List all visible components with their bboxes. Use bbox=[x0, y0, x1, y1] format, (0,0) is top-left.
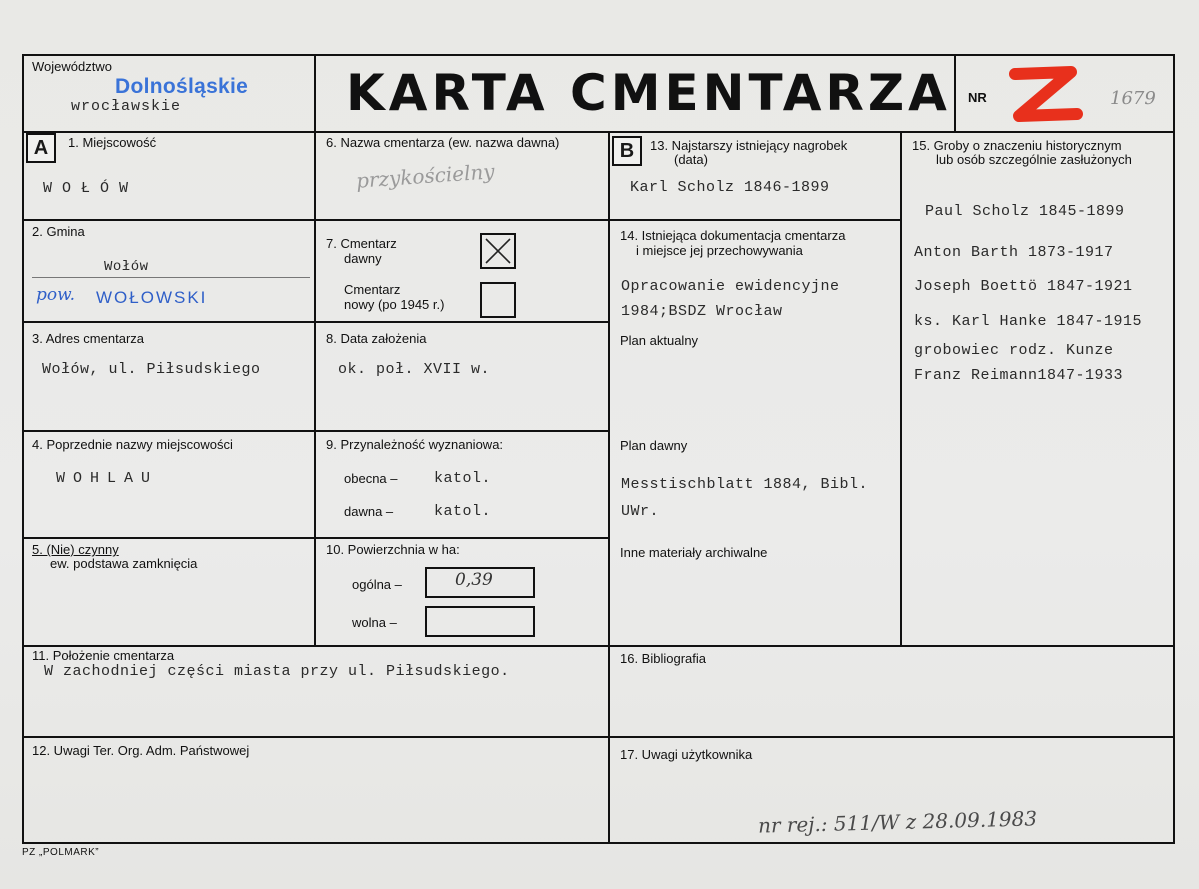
field5-sublabel: ew. podstawa zamknięcia bbox=[50, 556, 198, 571]
field13-label-1: 13. Najstarszy istniejący nagrobek bbox=[650, 138, 848, 153]
field1-value: WOŁÓW bbox=[43, 180, 139, 197]
field6-value: przykościelny bbox=[355, 159, 496, 193]
field7-opt2-label-1: Cmentarz bbox=[344, 282, 401, 297]
field15-label-1: 15. Groby o znaczeniu historycznym bbox=[912, 138, 1122, 153]
frame-left bbox=[22, 54, 24, 844]
x-mark-icon bbox=[482, 235, 514, 267]
plan-former-value-1: Messtischblatt 1884, Bibl. bbox=[621, 476, 869, 493]
printer-imprint: PZ „POLMARK” bbox=[22, 847, 100, 858]
field17-handwritten: nr rej.: 511/W z 28.09.1983 bbox=[757, 806, 1038, 838]
frame-right bbox=[1173, 54, 1175, 844]
frame-top bbox=[22, 54, 1175, 56]
list-item: Joseph Boettö 1847-1921 bbox=[914, 278, 1133, 295]
section-a-marker: A bbox=[26, 133, 56, 163]
field10-free-box[interactable] bbox=[425, 606, 535, 637]
voivodeship-stamp: Dolnośląskie bbox=[115, 75, 249, 98]
section-b-marker: B bbox=[612, 136, 642, 166]
checkbox-new-cemetery[interactable] bbox=[480, 282, 516, 318]
checkbox-old-cemetery[interactable] bbox=[480, 233, 516, 269]
plan-former-label: Plan dawny bbox=[620, 438, 688, 453]
voivodeship-typed: wrocławskie bbox=[71, 98, 182, 115]
field5-label: 5. (Nie) czynny bbox=[32, 542, 119, 557]
divider bbox=[900, 131, 902, 646]
voivodeship-label: Województwo bbox=[32, 59, 112, 74]
field9-former-label: dawna – bbox=[344, 504, 394, 519]
field10-total-label: ogólna – bbox=[352, 577, 402, 592]
field3-label: 3. Adres cmentarza bbox=[32, 331, 144, 346]
field10-free-label: wolna – bbox=[352, 615, 397, 630]
field9-label: 9. Przynależność wyznaniowa: bbox=[326, 437, 504, 452]
field2-value: Wołów bbox=[104, 259, 149, 275]
list-item: Franz Reimann1847-1933 bbox=[914, 367, 1124, 384]
field2-pow-value: WOŁOWSKI bbox=[96, 288, 208, 307]
field6-label: 6. Nazwa cmentarza (ew. nazwa dawna) bbox=[326, 135, 560, 150]
list-item: Paul Scholz 1845-1899 bbox=[925, 203, 1125, 220]
field9-current-value: katol. bbox=[434, 470, 492, 487]
card-title: KARTA CMENTARZA bbox=[346, 64, 951, 122]
divider bbox=[608, 219, 902, 221]
field2-label: 2. Gmina bbox=[32, 224, 85, 239]
nr-label: NR bbox=[968, 90, 987, 105]
divider bbox=[22, 736, 1175, 738]
divider bbox=[22, 645, 1175, 647]
divider bbox=[22, 430, 610, 432]
field12-label: 12. Uwagi Ter. Org. Adm. Państwowej bbox=[32, 743, 250, 758]
field13-value: Karl Scholz 1846-1899 bbox=[630, 179, 830, 196]
archive-label: Inne materiały archiwalne bbox=[620, 545, 768, 560]
field7-opt2-label-2: nowy (po 1945 r.) bbox=[344, 297, 445, 312]
field8-value: ok. poł. XVII w. bbox=[338, 361, 491, 378]
list-item: grobowiec rodz. Kunze bbox=[914, 342, 1114, 359]
field14-value-1: Opracowanie ewidencyjne bbox=[621, 278, 840, 295]
divider bbox=[22, 131, 1175, 133]
divider bbox=[22, 537, 610, 539]
field10-label: 10. Powierzchnia w ha: bbox=[326, 542, 460, 557]
field4-label: 4. Poprzednie nazwy miejscowości bbox=[32, 437, 233, 452]
divider bbox=[314, 54, 316, 646]
field13-label-2: (data) bbox=[674, 152, 708, 167]
plan-former-value-2: UWr. bbox=[621, 503, 660, 520]
field3-value: Wołów, ul. Piłsudskiego bbox=[42, 361, 261, 378]
field14-value-2: 1984;BSDZ Wrocław bbox=[621, 303, 783, 320]
field10-total-value: 0,39 bbox=[455, 570, 493, 590]
field14-label-1: 14. Istniejąca dokumentacja cmentarza bbox=[620, 228, 846, 243]
nr-number: 1679 bbox=[1110, 88, 1156, 109]
field9-current-label: obecna – bbox=[344, 471, 398, 486]
field2-pow-prefix: pow. bbox=[36, 285, 76, 305]
field7-opt1-label: dawny bbox=[344, 251, 382, 266]
divider bbox=[22, 219, 316, 221]
field10-total-box[interactable] bbox=[425, 567, 535, 598]
divider bbox=[954, 54, 956, 132]
divider bbox=[314, 219, 610, 221]
list-item: Anton Barth 1873-1917 bbox=[914, 244, 1114, 261]
field8-label: 8. Data założenia bbox=[326, 331, 427, 346]
plan-current-label: Plan aktualny bbox=[620, 333, 699, 348]
list-item: ks. Karl Hanke 1847-1915 bbox=[914, 313, 1143, 330]
field1-label: 1. Miejscowość bbox=[68, 135, 157, 150]
nr-letter-stamp bbox=[1005, 64, 1085, 126]
field4-value: WOHLAU bbox=[56, 470, 159, 487]
gmina-underline bbox=[32, 277, 310, 278]
field16-label: 16. Bibliografia bbox=[620, 651, 706, 666]
field17-label: 17. Uwagi użytkownika bbox=[620, 747, 753, 762]
field14-label-2: i miejsce jej przechowywania bbox=[636, 243, 803, 258]
field11-value: W zachodniej części miasta przy ul. Piłsudskiego. bbox=[44, 663, 510, 680]
frame-bottom bbox=[22, 842, 1175, 844]
field7-label: 7. Cmentarz bbox=[326, 236, 397, 251]
field15-label-2: lub osób szczególnie zasłużonych bbox=[936, 152, 1132, 167]
field9-former-value: katol. bbox=[434, 503, 492, 520]
divider bbox=[22, 321, 610, 323]
field11-label: 11. Położenie cmentarza bbox=[32, 648, 175, 663]
